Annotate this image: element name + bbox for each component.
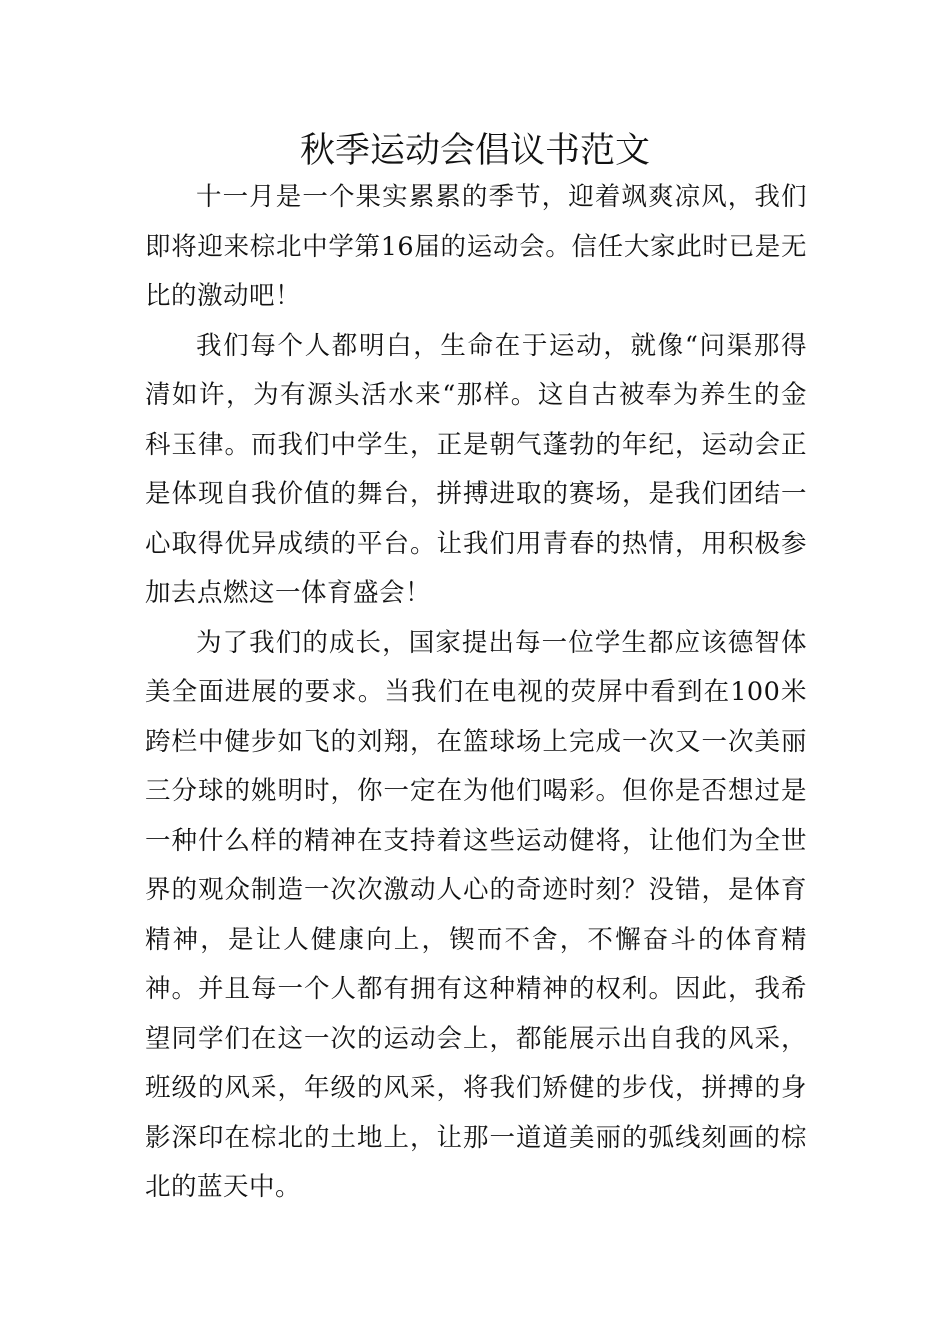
document-title: 秋季运动会倡议书范文: [299, 131, 650, 171]
document-body: [145, 173, 807, 1213]
paragraph-1: 十一月是一个果实累累的季节，迎着飒爽凉风，我们即将迎来棕北中学第16届的运动会。信任大家此时已是无比的激动吧！: [145, 182, 807, 311]
paragraph-2: 我们每个人都明白，生命在于运动，就像“问渠那得清如许，为有源头活水来“那样。这自古被奉为养生的金科玉律。而我们中学生，正是朝气蓬勃的年纪，运动会正是体现自我价值的舞台，拼搏进取的赛场，是我们团结一心取得优异成绩的平台。让我们用青春的热情，用积极参加去点燃这一体育盛会！: [145, 330, 807, 608]
paragraph-3: 为了我们的成长，国家提出每一位学生都应该德智体美全面进展的要求。当我们在电视的荧屏中看到在100米跨栏中健步如飞的刘翔，在篮球场上完成一次又一次美丽三分球的姚明时，你一定在为他们喝彩。但你是否想过是一种什么样的精神在支持着这些运动健将，让他们为全世界的观众制造一次次激动人心的奇迹时刻？没错，是体育精神，是让人健康向上，锲而不舍，不懈奋斗的体育精神。并且每一个人都有拥有这种精神的权利。因此，我希望同学们在这一次的运动会上，都能展示出自我的风采，班级的风采，年级的风采，将我们矫健的步伐，拼搏的身影深印在棕北的土地上，让那一道道美丽的弧线刻画的棕北的蓝天中。: [145, 627, 807, 1202]
